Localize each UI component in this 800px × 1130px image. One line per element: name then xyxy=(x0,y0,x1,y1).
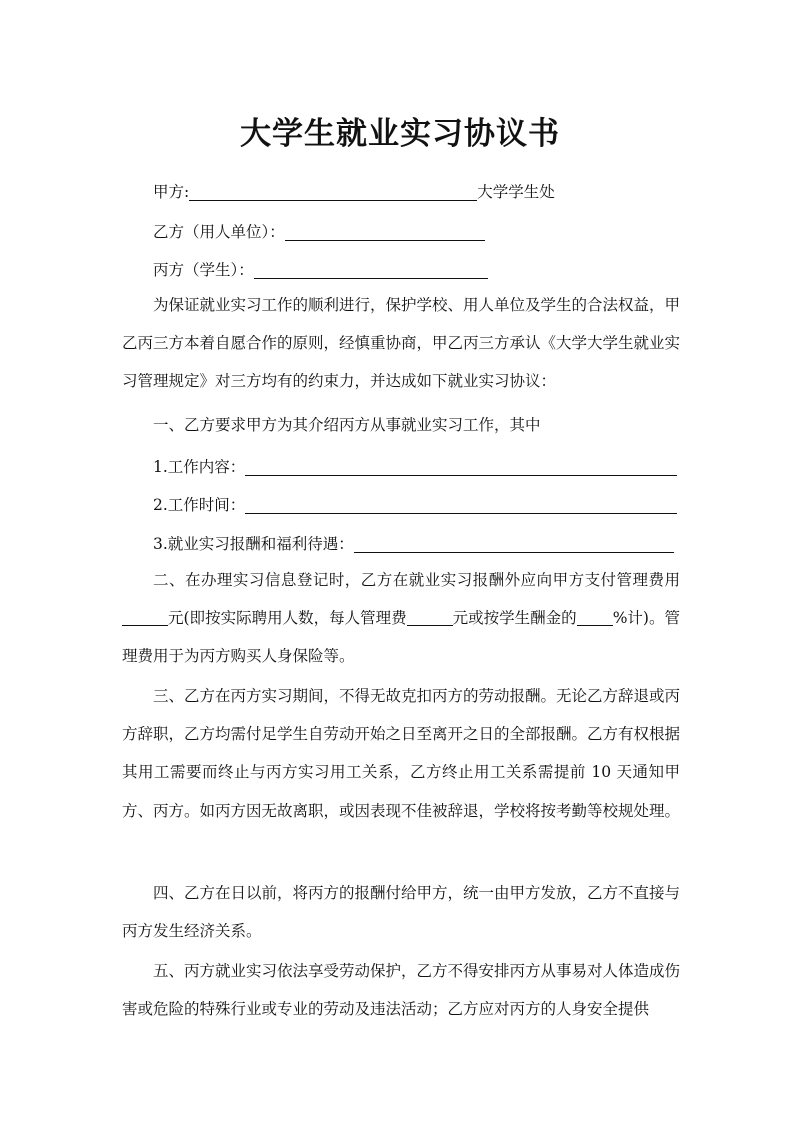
percent-blank[interactable] xyxy=(577,609,613,626)
party-a-line xyxy=(153,181,555,203)
fee-amount-blank[interactable] xyxy=(122,609,168,626)
party-a-suffix: 大学学生处 xyxy=(477,183,555,201)
clause1-item1 xyxy=(153,456,677,478)
work-content-label: 1.工作内容： xyxy=(153,458,246,476)
party-b-blank[interactable] xyxy=(285,223,485,241)
party-b-line xyxy=(153,221,485,243)
per-person-fee-blank[interactable] xyxy=(407,609,453,626)
work-content-blank[interactable] xyxy=(245,458,677,476)
party-a-label: 甲方: xyxy=(153,183,190,201)
clause4-paragraph: 四、乙方在日以前，将丙方的报酬付给甲方，统一由甲方发放，乙方不直接与丙方发生经济关系。 xyxy=(122,884,681,941)
clause2-paragraph xyxy=(122,561,680,676)
document-title: 大学生就业实习协议书 xyxy=(240,116,560,152)
clause2-part4: %计)。管理费用于为丙方购买人身保险等。 xyxy=(122,609,680,666)
clause1-item2 xyxy=(153,494,677,516)
party-c-blank[interactable] xyxy=(254,261,488,279)
clause5-paragraph: 五、丙方就业实习依法享受劳动保护，乙方不得安排丙方从事易对人体造成伤害或危险的特殊行业或专业的劳动及违法活动；乙方应对丙方的人身安全提供 xyxy=(122,962,681,1019)
work-time-label: 2.工作时间： xyxy=(153,496,246,514)
clause1-heading: 一、乙方要求甲方为其介绍丙方从事就业实习工作，其中 xyxy=(153,416,541,434)
pay-benefits-blank[interactable] xyxy=(354,535,674,553)
clause2-part3: 元或按学生酬金的 xyxy=(452,609,577,628)
party-c-label: 丙方（学生）： xyxy=(153,261,254,279)
clause3-paragraph: 三、乙方在丙方实习期间，不得无故克扣丙方的劳动报酬。无论乙方辞退或丙方辞职，乙方均需付足学生自劳动开始之日至离开之日的全部报酬。乙方有权根据其用工需要而终止与丙方实习用工关系，乙方终止用工关系需提前 10 天通知甲方、丙方。如丙方因无故离职，或因表现不佳被辞退，学校将按考勤等校规处理。 xyxy=(122,687,681,820)
intro-paragraph: 为保证就业实习工作的顺利进行，保护学校、用人单位及学生的合法权益，甲乙丙三方本着自愿合作的原则，经慎重协商，甲乙丙三方承认《大学大学生就业实习管理规定》对三方均有的约束力，并达成如下就业实习协议： xyxy=(122,296,681,391)
party-c-line xyxy=(153,259,488,281)
pay-benefits-label: 3.就业实习报酬和福利待遇： xyxy=(153,535,354,553)
clause1-item3 xyxy=(153,533,674,555)
work-time-blank[interactable] xyxy=(245,496,677,514)
party-b-label: 乙方（用人单位）： xyxy=(153,223,285,241)
clause2-part1: 二、在办理实习信息登记时，乙方在就业实习报酬外应向甲方支付管理费用 xyxy=(153,571,680,589)
clause2-part2: 元(即按实际聘用人数，每人管理费 xyxy=(168,609,407,628)
party-a-blank[interactable] xyxy=(189,183,477,201)
